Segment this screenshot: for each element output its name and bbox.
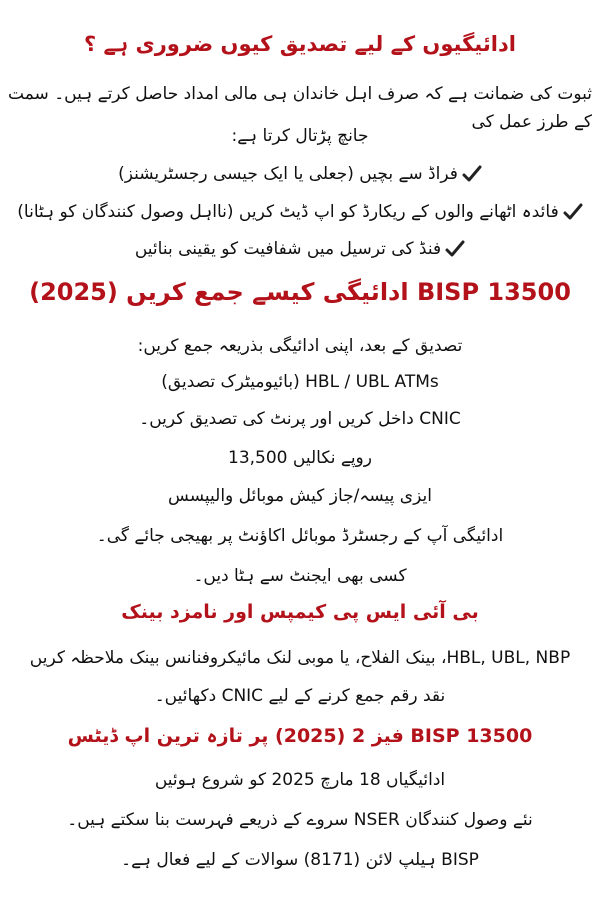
atm-line: HBL / UBL ATMs (بائیومیٹرک تصدیق): [161, 372, 439, 392]
cnic-line: CNIC داخل کریں اور پرنٹ کی تصدیق کریں۔: [139, 409, 461, 429]
agent-line: کسی بھی ایجنٹ سے ہٹا دیں۔: [193, 566, 407, 586]
bullet-text-1: فراڈ سے بچیں (جعلی یا ایک جیسی رجسٹریشنز): [118, 164, 458, 184]
bullet-text-3: فنڈ کی ترسیل میں شفافیت کو یقینی بنائیں: [134, 239, 442, 259]
updates-heading: BISP 13500 فیز 2 (2025) پر تازہ ترین اپ ڈیٹس: [67, 725, 533, 747]
bullet-text-2: فائدہ اٹھانے والوں کے ریکارڈ کو اپ ڈیٹ کریں (نااہل وصول کنندگان کو ہٹانا): [17, 202, 559, 222]
update-line-2: نئے وصول کنندگان NSER سروے کے ذریعے فہرست بنا سکتے ہیں۔: [67, 810, 533, 830]
mobile-account-line: ادائیگی آپ کے رجسٹرڈ موبائل اکاؤنٹ پر بھیجی جائے گی۔: [96, 526, 504, 546]
update-line-1: ادائیگیاں 18 مارچ 2025 کو شروع ہوئیں: [154, 770, 446, 790]
bullet-item-3: [8, 235, 592, 268]
update-line-3: BISP ہیلپ لائن (8171) سوالات کے لیے فعال ہے۔: [121, 850, 479, 870]
intro-paragraph-line-2: جانچ پڑتال کرتا ہے:: [231, 126, 369, 146]
check-icon: [462, 164, 482, 184]
check-icon: [563, 202, 583, 222]
page-title: ادائیگیوں کے لیے تصدیق کیوں ضروری ہے ؟: [84, 32, 516, 56]
banks-line: HBL, UBL, NBP، بینک الفلاح، یا موبی لنک مائیکروفنانس بینک ملاحظہ کریں: [29, 648, 571, 668]
easypaisa-line: ایزی پیسہ/جاز کیش موبائل والیپسس: [168, 486, 432, 506]
bullet-item-2: [8, 198, 592, 231]
bullet-item-1: [8, 160, 592, 193]
cash-cnic-line: نقد رقم جمع کرنے کے لیے CNIC دکھائیں۔: [154, 686, 446, 706]
check-icon: [445, 239, 465, 259]
withdraw-line: روپے نکالیں 13,500: [228, 448, 372, 468]
campus-heading: بی آئی ایس پی کیمپس اور نامزد بینک: [121, 601, 479, 623]
intro-paragraph-line-1: ثبوت کی ضمانت ہے کہ صرف اہل خاندان ہی مالی امداد حاصل کرتے ہیں۔ سمت کے طرز عمل کی: [8, 84, 592, 132]
collect-heading: BISP 13500 ادائیگی کیسے جمع کریں (2025): [29, 278, 571, 306]
collect-intro: تصدیق کے بعد، اپنی ادائیگی بذریعہ جمع کریں:: [137, 336, 463, 356]
